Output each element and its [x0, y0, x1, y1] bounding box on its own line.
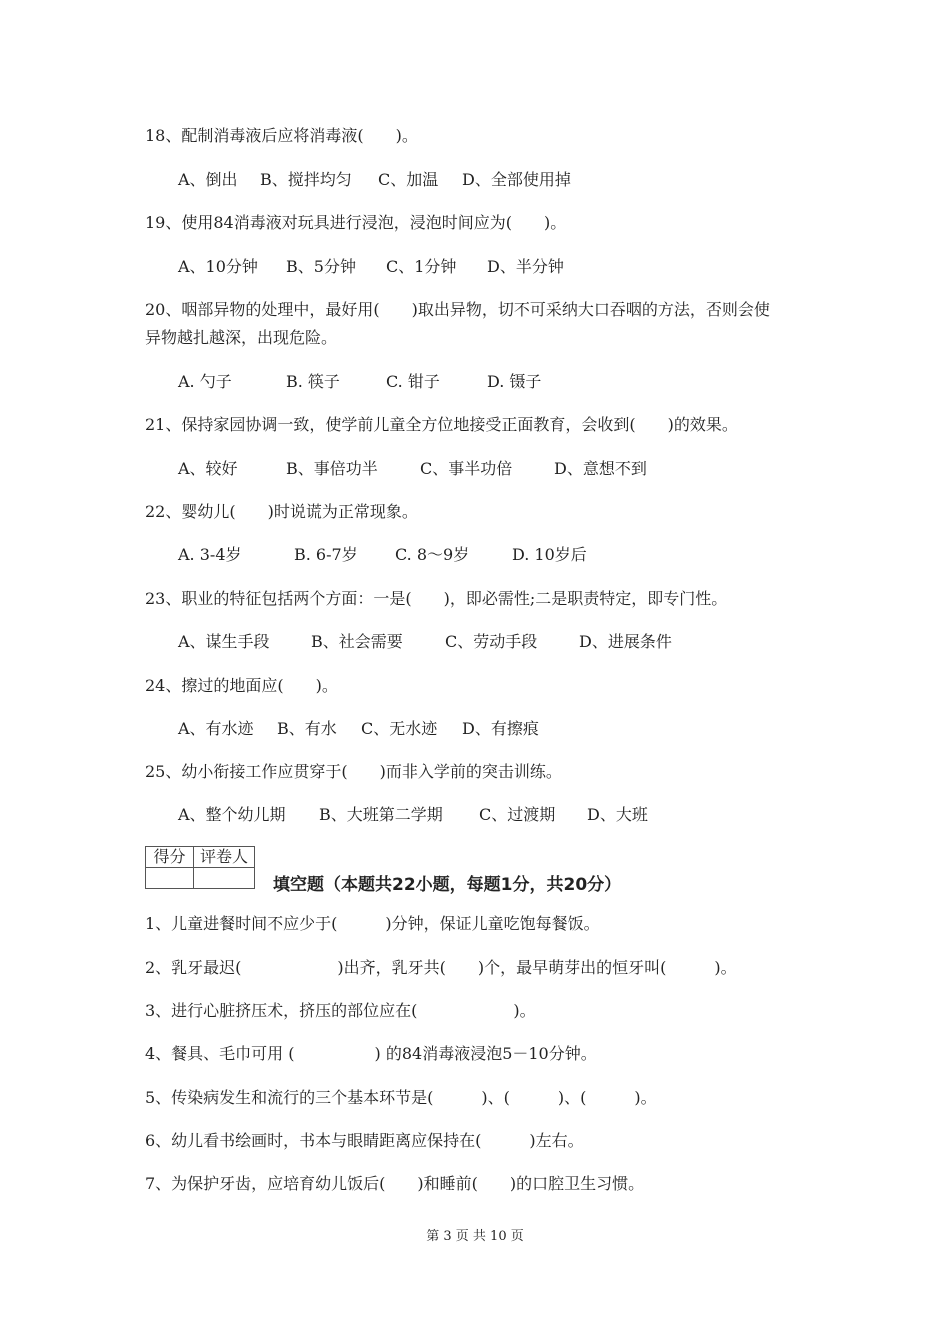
question-19: 19、使用84消毒液对玩具进行浸泡，浸泡时间应为( )。: [145, 213, 567, 232]
option-d: D、进展条件: [579, 632, 672, 651]
reviewer-label: 评卷人: [194, 847, 255, 868]
option-c: C、事半功倍: [420, 459, 513, 478]
score-label: 得分: [146, 847, 194, 868]
question-22: 22、婴幼儿( )时说谎为正常现象。: [145, 502, 418, 521]
option-b: B、有水: [277, 719, 337, 738]
option-c: C. 8～9岁: [395, 545, 470, 564]
fill-question-1: 1、儿童进餐时间不应少于( )分钟，保证儿童吃饱每餐饭。: [145, 914, 600, 933]
section-heading: 填空题（本题共22小题，每题1分，共20分）: [273, 875, 622, 895]
option-d: D. 10岁后: [512, 545, 587, 564]
option-d: D、大班: [587, 805, 648, 824]
option-a: A、倒出: [178, 170, 238, 189]
option-b: B、5分钟: [286, 257, 356, 276]
option-c: C. 钳子: [386, 372, 440, 391]
option-b: B. 6-7岁: [294, 545, 358, 564]
question-20-continued: 异物越扎越深，出现危险。: [145, 328, 338, 347]
option-b: B、社会需要: [311, 632, 403, 651]
question-20: 20、咽部异物的处理中，最好用( )取出异物，切不可采纳大口吞咽的方法，否则会使: [145, 300, 770, 319]
option-a: A、有水迹: [178, 719, 254, 738]
option-c: C、加温: [378, 170, 439, 189]
question-21: 21、保持家园协调一致，使学前儿童全方位地接受正面教育，会收到( )的效果。: [145, 415, 738, 434]
option-c: C、过渡期: [479, 805, 556, 824]
fill-question-5: 5、传染病发生和流行的三个基本环节是( )、( )、( )。: [145, 1088, 657, 1107]
option-a: A、10分钟: [178, 257, 258, 276]
option-b: B. 筷子: [286, 372, 340, 391]
option-b: B、搅拌均匀: [260, 170, 352, 189]
option-b: B、大班第二学期: [319, 805, 443, 824]
option-b: B、事倍功半: [286, 459, 378, 478]
question-24: 24、擦过的地面应( )。: [145, 676, 338, 695]
option-c: C、1分钟: [386, 257, 457, 276]
question-23: 23、职业的特征包括两个方面：一是( )，即必需性;二是职责特定，即专门性。: [145, 589, 728, 608]
option-d: D、意想不到: [554, 459, 647, 478]
question-25: 25、幼小衔接工作应贯穿于( )而非入学前的突击训练。: [145, 762, 562, 781]
option-d: D、全部使用掉: [462, 170, 571, 189]
score-cell: [146, 868, 194, 889]
question-18: 18、配制消毒液后应将消毒液( )。: [145, 126, 418, 145]
option-a: A、较好: [178, 459, 238, 478]
option-a: A. 3-4岁: [178, 545, 242, 564]
option-a: A、谋生手段: [178, 632, 270, 651]
fill-question-7: 7、为保护牙齿，应培育幼儿饭后( )和睡前( )的口腔卫生习惯。: [145, 1174, 645, 1193]
fill-question-3: 3、进行心脏挤压术，挤压的部位应在( )。: [145, 1001, 536, 1020]
option-d: D. 镊子: [487, 372, 542, 391]
page-footer: 第 3 页 共 10 页: [426, 1229, 524, 1244]
option-d: D、有擦痕: [462, 719, 539, 738]
option-c: C、无水迹: [361, 719, 438, 738]
fill-question-4: 4、餐具、毛巾可用 ( ) 的84消毒液浸泡5－10分钟。: [145, 1044, 597, 1063]
option-c: C、劳动手段: [445, 632, 538, 651]
option-a: A. 勺子: [178, 372, 232, 391]
fill-question-2: 2、乳牙最迟( )出齐，乳牙共( )个，最早萌芽出的恒牙叫( )。: [145, 958, 737, 977]
score-table: [145, 846, 255, 889]
reviewer-cell: [194, 868, 255, 889]
option-a: A、整个幼儿期: [178, 805, 286, 824]
fill-question-6: 6、幼儿看书绘画时，书本与眼睛距离应保持在( )左右。: [145, 1131, 584, 1150]
option-d: D、半分钟: [487, 257, 564, 276]
